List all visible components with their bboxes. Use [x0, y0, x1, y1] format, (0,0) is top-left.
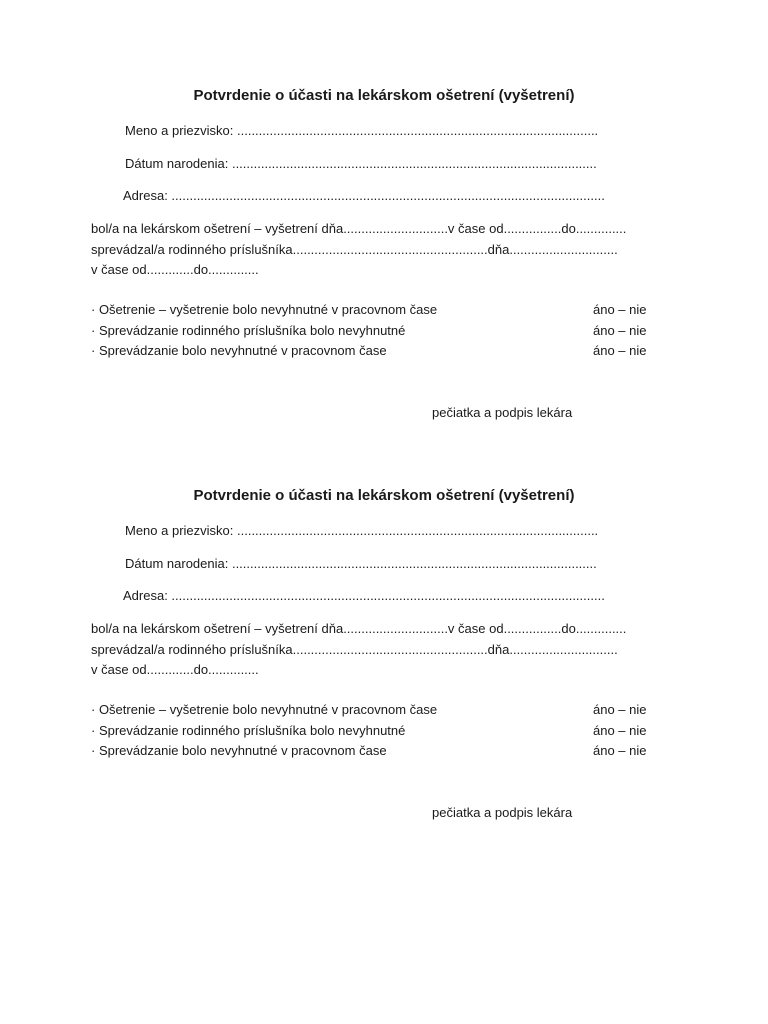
- accompanying-time-line: v čase od.............do..............: [91, 662, 259, 677]
- check-item-accompanying-working-hours: · Sprevádzanie bolo nevyhnutné v pracovnom čase: [91, 343, 387, 358]
- date-of-birth-field: Dátum narodenia: .....................................................................................................: [125, 556, 597, 571]
- doctor-signature-label: pečiatka a podpis lekára: [432, 805, 573, 820]
- address-field: Adresa: ........................................................................................................................: [123, 588, 605, 603]
- confirmation-form-2: [0, 400, 768, 820]
- check-answer-yes-no: áno – nie: [593, 743, 647, 758]
- form-title: Potvrdenie o účasti na lekárskom ošetrení (vyšetrení): [193, 487, 575, 504]
- accompanying-line: sprevádzal/a rodinného príslušníka......................................................dňa..............................: [91, 242, 618, 257]
- check-item-treatment-necessary: · Ošetrenie – vyšetrenie bolo nevyhnutné v pracovnom čase: [91, 702, 438, 717]
- check-item-accompanying-working-hours: · Sprevádzanie bolo nevyhnutné v pracovnom čase: [91, 743, 387, 758]
- check-answer-yes-no: áno – nie: [593, 323, 647, 338]
- accompanying-time-line: v čase od.............do..............: [91, 262, 259, 277]
- check-item-accompanying-necessary: · Sprevádzanie rodinného príslušníka bolo nevyhnutné: [91, 723, 406, 738]
- check-answer-yes-no: áno – nie: [593, 723, 647, 738]
- name-field: Meno a priezvisko: ....................................................................................................: [125, 123, 599, 138]
- check-item-accompanying-necessary: · Sprevádzanie rodinného príslušníka bolo nevyhnutné: [91, 323, 406, 338]
- form-title: Potvrdenie o účasti na lekárskom ošetrení (vyšetrení): [193, 87, 575, 104]
- address-field: Adresa: ........................................................................................................................: [123, 188, 605, 203]
- check-answer-yes-no: áno – nie: [593, 343, 647, 358]
- check-answer-yes-no: áno – nie: [593, 302, 647, 317]
- treatment-date-line: bol/a na lekárskom ošetrení – vyšetrení dňa.............................v čase od................do..............: [91, 621, 627, 636]
- doctor-signature-label: pečiatka a podpis lekára: [432, 405, 573, 420]
- check-item-treatment-necessary: · Ošetrenie – vyšetrenie bolo nevyhnutné v pracovnom čase: [91, 302, 438, 317]
- check-answer-yes-no: áno – nie: [593, 702, 647, 717]
- date-of-birth-field: Dátum narodenia: .....................................................................................................: [125, 156, 597, 171]
- name-field: Meno a priezvisko: ....................................................................................................: [125, 523, 599, 538]
- accompanying-line: sprevádzal/a rodinného príslušníka......................................................dňa..............................: [91, 642, 618, 657]
- treatment-date-line: bol/a na lekárskom ošetrení – vyšetrení dňa.............................v čase od................do..............: [91, 221, 627, 236]
- confirmation-form-1: [0, 0, 768, 420]
